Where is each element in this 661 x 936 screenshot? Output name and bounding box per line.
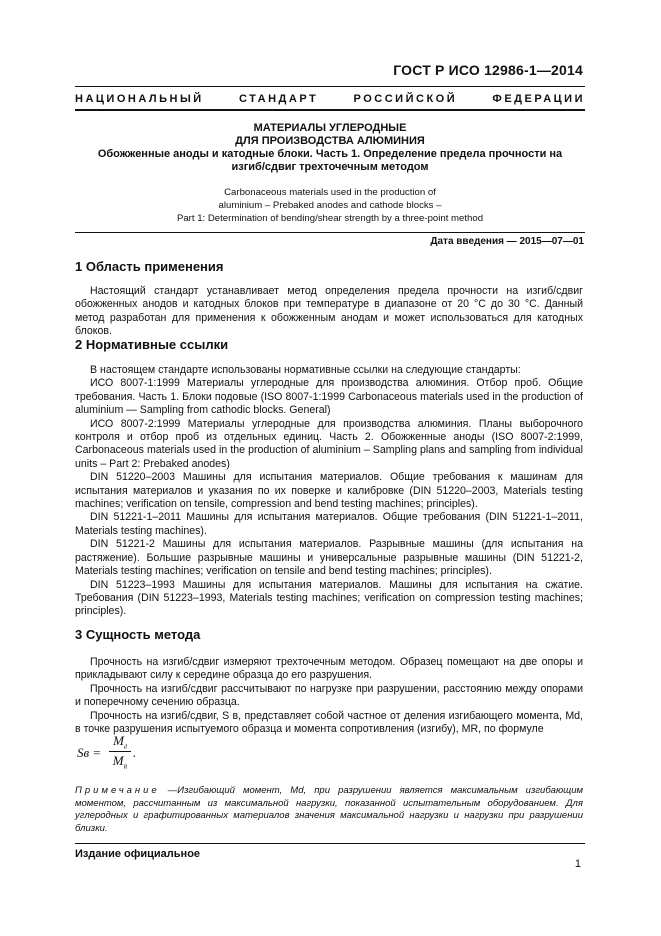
banner-rule [75, 109, 585, 111]
title-line-3: Обожженные аноды и катодные блоки. Часть 1. Определение предела прочности на [97, 148, 563, 160]
reference-din-51221-2: DIN 51221-2 Машины для испытания материалов. Разрывные машины (для испытания на растяжение). Большие разрывные машины и универсальные разрывные машины (DIN 51221-2, Materials testing machines; verification on tensile and bend testing machines; principles). [75, 538, 583, 578]
section-heading-text: 1 Область применения [75, 259, 224, 274]
page-number: 1 [574, 858, 581, 870]
national-standard-banner: НАЦИОНАЛЬНЫЙ СТАНДАРТ РОССИЙСКОЙ ФЕДЕРАЦИИ [75, 93, 585, 105]
english-title [75, 186, 585, 225]
section-3-body [75, 656, 583, 736]
note-text: —Изгибающий момент, Md, при разрушении является максимальным изгибающим моментом, рассчитанным из максимальной нагрузки, показанной испытательным оборудованием. Для углеродных и графитированных материалов значения максимальной нагрузки и нагрузки при разрушении близки. [75, 785, 583, 834]
paragraph: В настоящем стандарте использованы нормативные ссылки на следующие стандарты: [90, 364, 521, 376]
reference-din-51223: DIN 51223–1993 Машины для испытания материалов. Машины для испытания на сжатие. Требования (DIN 51223–1993, Materials testing machines; verification on compression testing machines; principles). [75, 578, 583, 618]
reference-din-51221-1: DIN 51221-1–2011 Машины для испытания материалов. Общие требования (DIN 51221-1–2011, Materials testing machines). [75, 511, 583, 537]
formula-denominator: $M_R$ [112, 753, 128, 771]
section-1-heading [75, 259, 224, 274]
document-title [75, 122, 585, 174]
introduction-date: Дата введения — 2015—07—01 [430, 236, 584, 247]
formula-lhs: Sв = [77, 745, 102, 760]
fraction-bar [109, 751, 131, 752]
note [75, 785, 583, 835]
edition-label: Издание официальное [75, 848, 201, 860]
paragraph: Настоящий стандарт устанавливает метод определения предела прочности на изгиб/сдвиг обожженных анодов и катодных блоков при температуре в диапазоне от 20 °С до 30 °С. Данный метод разработан для применения к обожженным анодам и может использоваться для катодных блоков. [75, 285, 583, 338]
formula-numerator: $M_d$ [113, 733, 127, 751]
english-title-line-3: Part 1: Determination of bending/shear strength by a three-point method [176, 213, 484, 224]
reference-iso-8007-2: ИСО 8007-2:1999 Материалы углеродные для производства алюминия. Планы выборочного контроля и отбор проб из отдельных единиц. Часть 2. Обожженные аноды (ISO 8007-2:1999, Carbonaceous materials used in the production of aluminium – Sampling plans and sampling from individual units – Part 2: Prebaked anodes) [75, 417, 583, 470]
footer-rule [75, 843, 585, 844]
formula-end: . [133, 745, 137, 760]
english-title-line-2: aluminium – Prebaked anodes and cathode blocks – [218, 200, 442, 211]
reference-iso-8007-1: ИСО 8007-1:1999 Материалы углеродные для производства алюминия. Отбор проб. Общие требования. Часть 1. Блоки подовые (ISO 8007-1:1999 Carbonaceous materials used in the production of aluminium — Sampling from cathodic blocks. General) [75, 377, 583, 417]
title-line-4: изгиб/сдвиг трехточечным методом [231, 161, 429, 173]
section-heading-text: 2 Нормативные ссылки [75, 337, 229, 352]
section-heading-text: 3 Сущность метода [75, 627, 201, 642]
section-2-heading [75, 337, 228, 352]
paragraph: Прочность на изгиб/сдвиг измеряют трехточечным методом. Образец помещают на две опоры и прикладывают силу к середине образца до его разрушения. [75, 656, 583, 682]
paragraph: Прочность на изгиб/сдвиг рассчитывают по нагрузке при разрушении, расстоянию между опорами и поперечному сечению образца. [75, 682, 583, 709]
title-line-2: ДЛЯ ПРОИЗВОДСТВА АЛЮМИНИЯ [235, 135, 425, 147]
document-code: ГОСТ Р ИСО 12986-1—2014 [393, 62, 583, 78]
section-2-body [75, 364, 583, 619]
section-3-heading [75, 627, 200, 642]
date-rule [75, 232, 585, 233]
reference-din-51220: DIN 51220–2003 Машины для испытания материалов. Общие требования к машинам для испытания материалов и указания по их поверке и калибровке (DIN 51220–2003, Materials testing machines; verification on tensile, compression and bend testing machines; principles). [75, 471, 583, 511]
section-1-body [75, 285, 583, 339]
note-label: Примечание [75, 785, 160, 796]
top-rule [75, 86, 585, 87]
title-line-1: МАТЕРИАЛЫ УГЛЕРОДНЫЕ [253, 122, 407, 134]
paragraph: Прочность на изгиб/сдвиг, S в, представляет собой частное от деления изгибающего момента, Md, в точке разрушения испытуемого образца и момента сопротивления (изгибу), MR, по формуле [75, 709, 583, 736]
english-title-line-1: Carbonaceous materials used in the production of [224, 187, 436, 198]
